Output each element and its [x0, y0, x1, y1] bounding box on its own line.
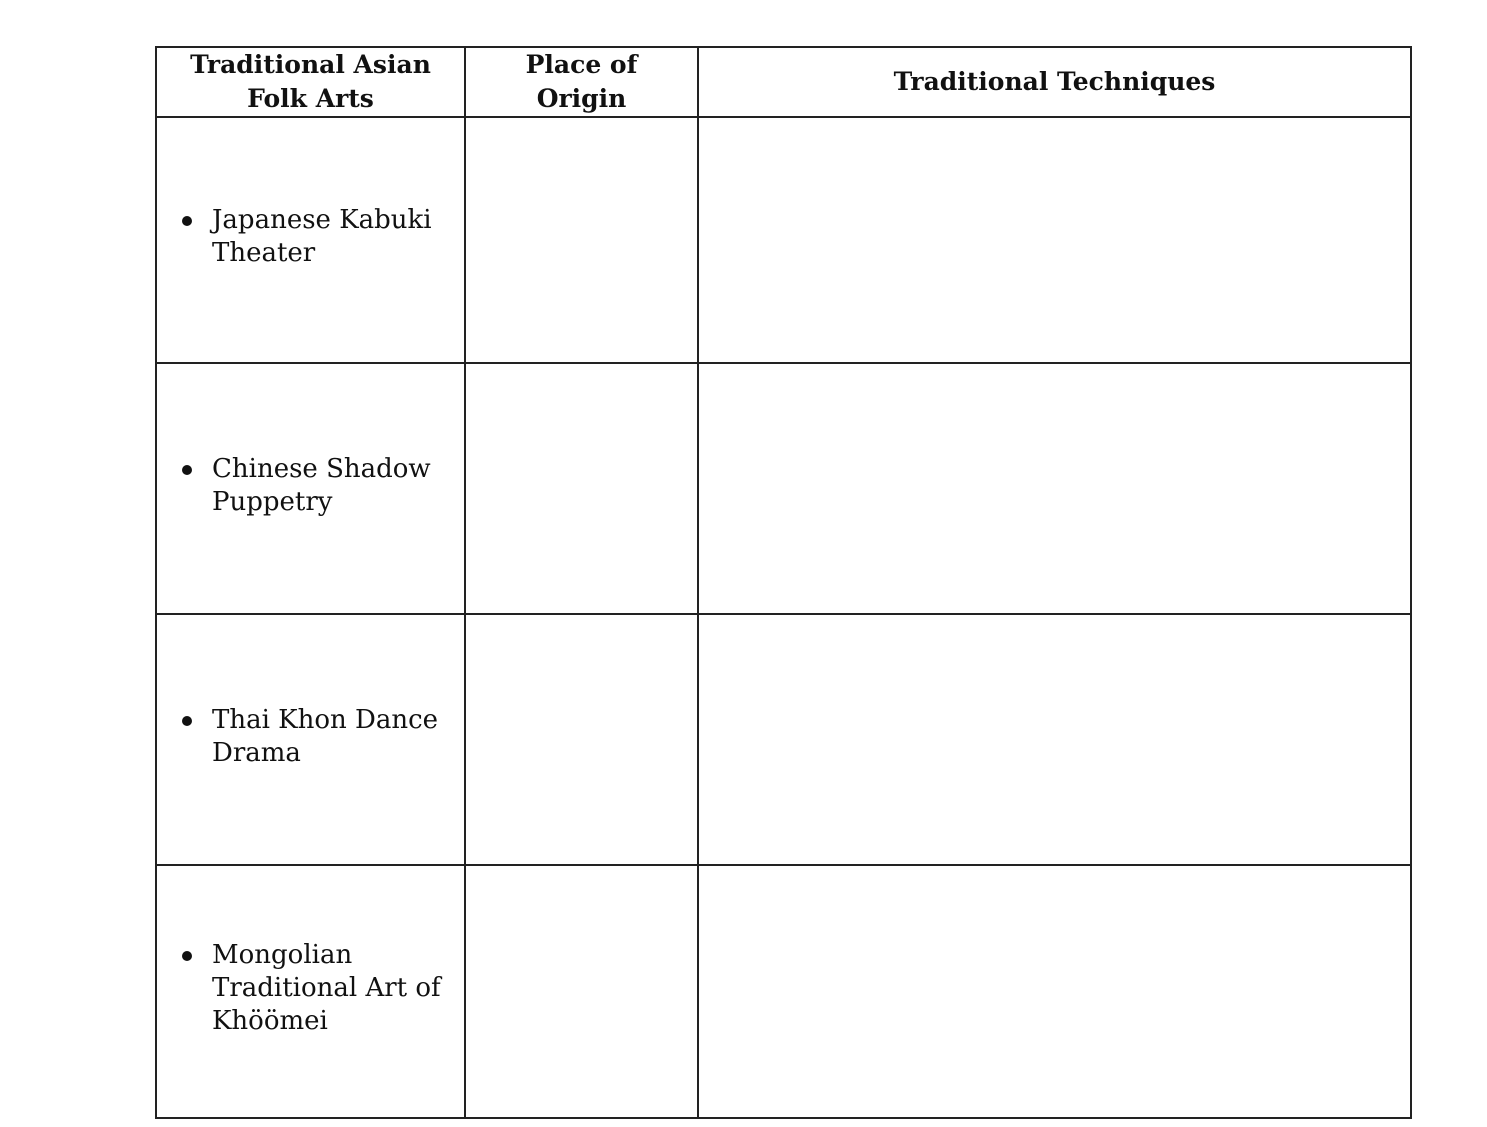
header-place-of-origin [465, 47, 698, 117]
header-traditional-techniques-label: Traditional Techniques [893, 67, 1216, 96]
table-row [156, 117, 1411, 363]
folk-arts-worksheet-table [155, 46, 1412, 1119]
table-row [156, 865, 1411, 1118]
folk-art-cell [156, 865, 465, 1118]
header-place-of-origin-label: Place of Origin [525, 50, 638, 113]
folk-art-name: Thai Khon Dance Drama [212, 704, 439, 768]
place-of-origin-cell[interactable] [465, 614, 698, 865]
bullet-icon [182, 216, 192, 226]
list-item [157, 204, 464, 270]
header-folk-arts-label: Traditional Asian Folk Arts [190, 50, 431, 113]
bullet-icon [182, 465, 192, 475]
place-of-origin-cell[interactable] [465, 363, 698, 614]
list-item [157, 453, 464, 519]
place-of-origin-cell[interactable] [465, 865, 698, 1118]
folk-art-cell [156, 614, 465, 865]
header-traditional-techniques [698, 47, 1411, 117]
bullet-icon [182, 951, 192, 961]
traditional-techniques-cell[interactable] [698, 117, 1411, 363]
table-row [156, 363, 1411, 614]
folk-art-cell [156, 117, 465, 363]
list-item [157, 939, 464, 1038]
traditional-techniques-cell[interactable] [698, 363, 1411, 614]
bullet-icon [182, 716, 192, 726]
folk-art-name: Mongolian Traditional Art of Khöömei [212, 940, 441, 1036]
place-of-origin-cell[interactable] [465, 117, 698, 363]
folk-art-cell [156, 363, 465, 614]
list-item [157, 704, 464, 770]
traditional-techniques-cell[interactable] [698, 865, 1411, 1118]
header-folk-arts [156, 47, 465, 117]
table-row [156, 614, 1411, 865]
table-header-row [156, 47, 1411, 117]
folk-art-name: Chinese Shadow Puppetry [212, 453, 431, 517]
folk-art-name: Japanese Kabuki Theater [212, 205, 432, 268]
traditional-techniques-cell[interactable] [698, 614, 1411, 865]
